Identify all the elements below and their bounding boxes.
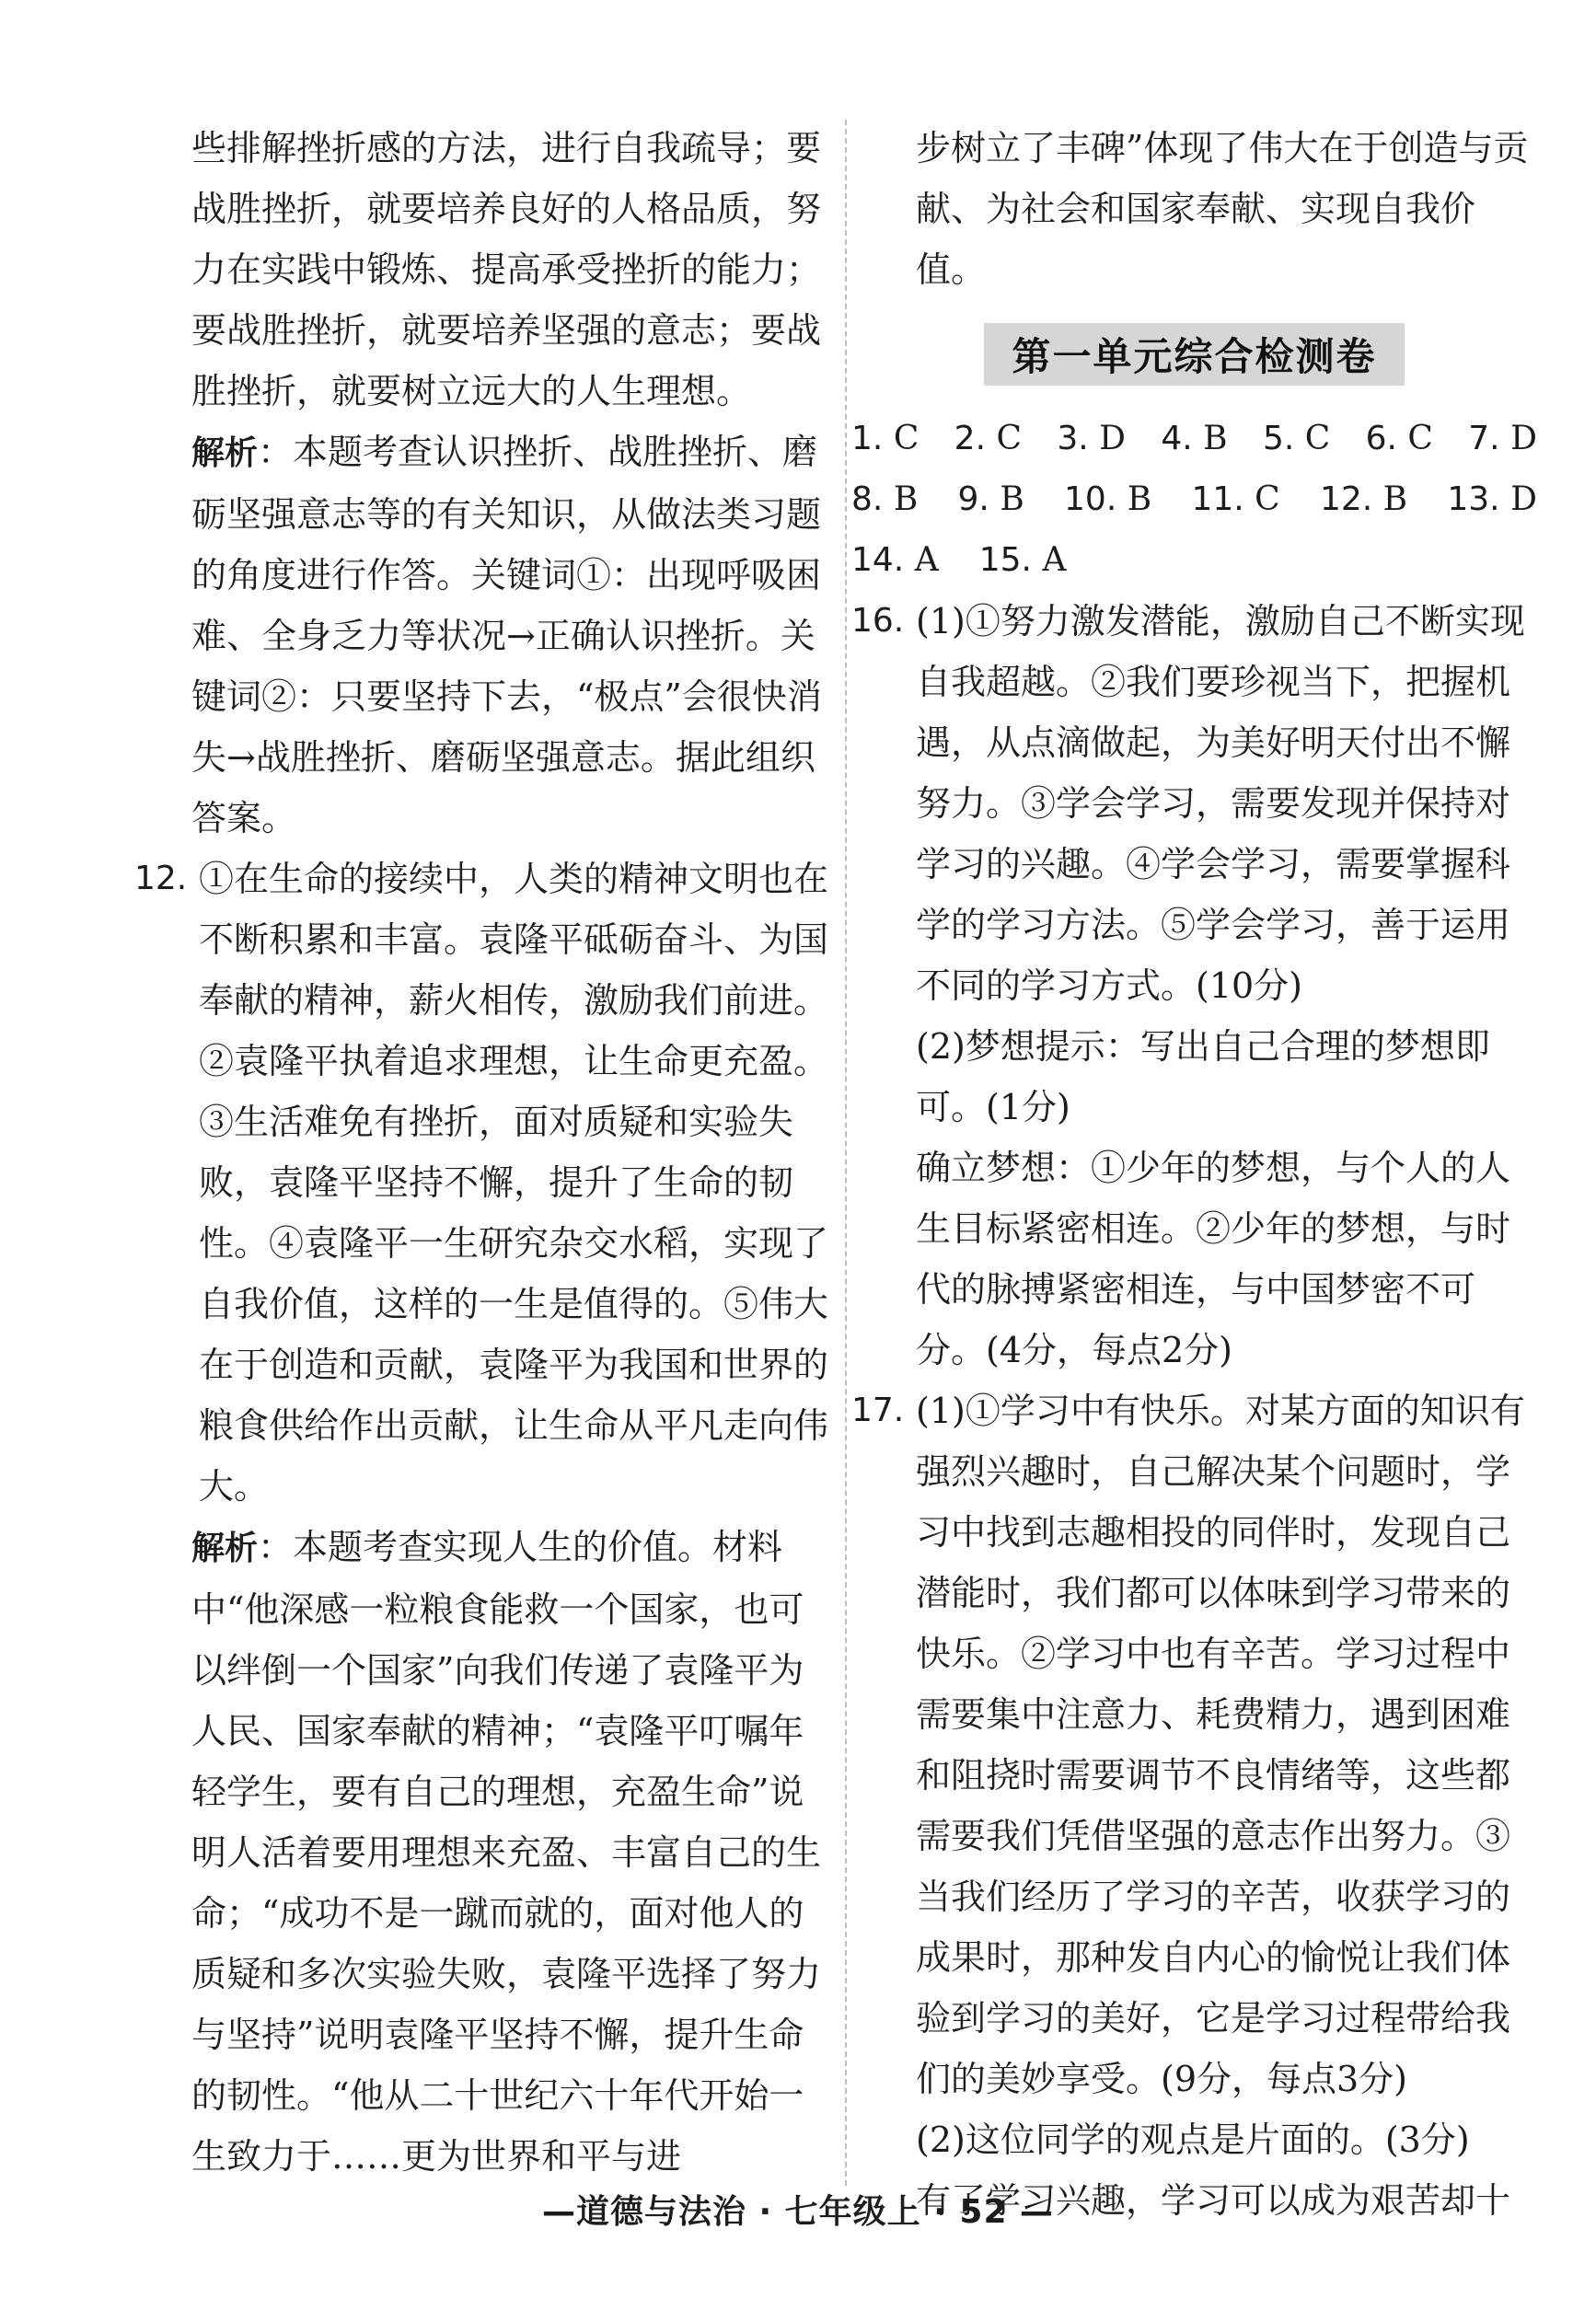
answer-letter: C: [893, 420, 919, 457]
answer-item: [979, 530, 1067, 591]
answer-letter: A: [914, 541, 939, 579]
answer-number: 15.: [978, 541, 1032, 579]
question-12: [134, 849, 836, 1517]
answer-number: 2.: [954, 420, 987, 457]
question-16-part-1: (1)①努力激发潜能，激励自己不断实现自我超越。②我们要珍视当下，把握机遇，从点滴做起，为美好明天付出不懈努力。③学会学习，需要发现并保持对学习的兴趣。④学会学习，需要掌握科学的学习方法。⑤学会学习，善于运用不同的学习方式。(10分): [916, 601, 1525, 1006]
answer-letter: D: [1510, 480, 1537, 518]
answer-number: 5.: [1262, 420, 1295, 457]
intro-paragraph: 些排解挫折感的方法，进行自我疏导；要战胜挫折，就要培养良好的人格品质，努力在实践中锻炼、提高承受挫折的能力；要战胜挫折，就要培养坚强的意志；要战胜挫折，就要树立远大的人生理想。: [191, 128, 822, 411]
question-number: 12.: [134, 860, 188, 897]
answer-item: [954, 409, 1022, 469]
answer-letter: C: [1255, 480, 1280, 518]
analysis-paragraph-2: [191, 1517, 836, 2187]
answer-item: [1057, 409, 1126, 469]
answer-item: [851, 409, 919, 469]
answer-key: [851, 409, 1537, 591]
answer-number: 8.: [851, 480, 884, 518]
answer-letter: D: [1099, 420, 1127, 457]
answer-item: [851, 530, 939, 591]
question-16-part-2: (2)梦想提示：写出自己合理的梦想即可。(1分): [916, 1026, 1490, 1127]
question-16: [851, 591, 1537, 1380]
answer-letter: B: [1203, 420, 1228, 457]
continuation-paragraph: 步树立了丰碑”体现了伟大在于创造与贡献、为社会和国家奉献、实现自我价值。: [916, 128, 1529, 290]
answer-letter: C: [996, 420, 1023, 457]
answer-number: 4.: [1161, 420, 1193, 457]
question-number: 17.: [851, 1392, 905, 1429]
section-heading: 第一单元综合检测卷: [984, 323, 1404, 386]
column-divider: [845, 120, 847, 2186]
section-heading-wrap: [851, 300, 1537, 409]
answer-item: [958, 469, 1024, 530]
answer-letter: A: [1042, 541, 1067, 579]
answer-item: [1366, 409, 1433, 469]
analysis-paragraph-1: [191, 422, 836, 849]
analysis-label: 解析: [191, 1530, 259, 1567]
answer-letter: C: [1304, 420, 1331, 457]
answer-item: [1447, 469, 1537, 530]
question-16-part-3: 确立梦想：①少年的梦想，与个人的人生目标紧密相连。②少年的梦想，与时代的脉搏紧密相连，与中国梦密不可分。(4分，每点2分): [916, 1148, 1511, 1370]
answer-letter: C: [1407, 420, 1433, 457]
answer-number: 13.: [1447, 480, 1500, 518]
answer-row: [851, 409, 1537, 469]
question-17-part-2: (2)这位同学的观点是片面的。(3分): [916, 2119, 1470, 2160]
answer-number: 11.: [1191, 480, 1244, 518]
question-17: [851, 1380, 1537, 2231]
analysis-text: ：本题考查实现人生的价值。材料中“他深感一粒粮食能救一个国家，也可以绊倒一个国家”向我们传递了袁隆平为人民、国家奉献的精神；“袁隆平叮嘱年轻学生，要有自己的理想，充盈生命”说明人活着要用理想来充盈、丰富自己的生命；“成功不是一蹴而就的，面对他人的质疑和多次实验失败，袁隆平选择了努力与坚持”说明袁隆平坚持不懈，提升生命的韧性。“他从二十世纪六十年代开始一生致力于……更为世界和平与进: [191, 1527, 822, 2177]
answer-item: [1320, 469, 1407, 530]
answer-letter: B: [1127, 480, 1152, 518]
answer-row: [851, 469, 1537, 530]
analysis-text: ：本题考查认识挫折、战胜挫折、磨砺坚强意志等的有关知识，从做法类习题的角度进行作答。关键词①：出现呼吸困难、全身乏力等状况→正确认识挫折。关键词②：只要坚持下去，“极点”会很快消失→战胜挫折、磨砺坚强意志。据此组织答案。: [191, 432, 822, 838]
answer-number: 7.: [1468, 420, 1500, 457]
answer-number: 6.: [1365, 420, 1397, 457]
answer-letter: B: [893, 480, 919, 518]
answer-letter: B: [1382, 480, 1408, 518]
question-17-part-1: (1)①学习中有快乐。对某方面的知识有强烈兴趣时，自己解决某个问题时，学习中找到志趣相投的同伴时，发现自己潜能时，我们都可以体味到学习带来的快乐。②学习中也有辛苦。学习过程中需要集中注意力、耗费精力，遇到困难和阻挠时需要调节不良情绪等，这些都需要我们凭借坚强的意志作出努力。③当我们经历了学习的辛苦，收获学习的成果时，那种发自内心的愉悦让我们体验到学习的美好，它是学习过程带给我们的美妙享受。(9分，每点3分): [916, 1391, 1525, 2099]
answer-item: [1064, 469, 1151, 530]
answer-number: 3.: [1057, 420, 1089, 457]
right-column: [851, 118, 1537, 2231]
question-12-answer: ①在生命的接续中，人类的精神文明也在不断积累和丰富。袁隆平砥砺奋斗、为国奉献的精神，薪火相传，激励我们前进。②袁隆平执着追求理想，让生命更充盈。③生活难免有挫折，面对质疑和实验失败，袁隆平坚持不懈，提升了生命的韧性。④袁隆平一生研究杂交水稻，实现了自我价值，这样的一生是值得的。⑤伟大在于创造和贡献，袁隆平为我国和世界的粮食供给作出贡献，让生命从平凡走向伟大。: [199, 859, 829, 1507]
answer-number: 14.: [851, 541, 905, 579]
question-17-part-3: 有了学习兴趣，学习可以成为艰苦却十: [916, 2180, 1511, 2221]
answer-letter: B: [1000, 480, 1024, 518]
answer-item: [1263, 409, 1330, 469]
answer-number: 10.: [1064, 480, 1117, 518]
answer-number: 12.: [1319, 480, 1373, 518]
answer-number: 1.: [851, 420, 884, 457]
analysis-label: 解析: [191, 434, 259, 472]
answer-letter: D: [1510, 420, 1537, 457]
answer-number: 9.: [957, 480, 989, 518]
answer-item: [851, 469, 918, 530]
answer-item: [1468, 409, 1537, 469]
question-number: 16.: [851, 602, 905, 640]
answer-item: [1161, 409, 1227, 469]
answer-row: [851, 530, 1537, 591]
left-column: [134, 118, 836, 2187]
answer-item: [1191, 469, 1279, 530]
page-footer: —道德与法治 · 七年级上 · 52 —: [541, 2193, 1055, 2231]
